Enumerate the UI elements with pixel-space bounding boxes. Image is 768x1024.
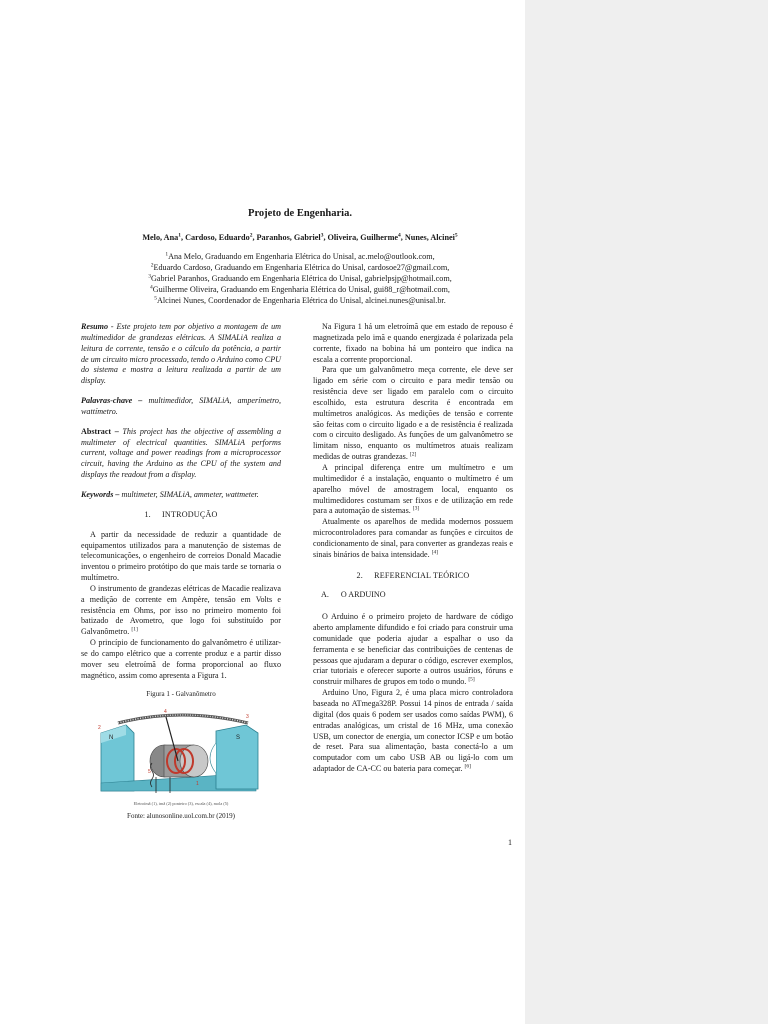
body-paragraph: A principal diferença entre um multímetro e um multimedidor é a instalação, enquanto o multímetro é um aparelho móvel de amostragem local, enquanto os multimedidores costumam ser fixos e de utilização em rede para a automação de sistemas. [3] bbox=[313, 462, 513, 516]
affiliation-line: $^4$Guilherme Oliveira, Graduando em Engenharia Elétrica do Unisal, gui88_r@hotmail.com, bbox=[150, 284, 450, 295]
svg-text:3: 3 bbox=[246, 714, 249, 721]
affiliation-line: $^5$Alcinei Nunes, Coordenador de Engenharia Elétrica do Unisal, alcinei.nunes@unisal.br. bbox=[154, 295, 446, 306]
body-paragraph: Arduino Uno, Figura 2, é uma placa micro controladora baseada no ATmega328P. Possui 14 pinos de entrada / saída digital (dos quais 6 podem ser usados como saídas PWM), 6 entradas analógicas, um cristal de 16 MHz, uma conexão USB, um conector de energia, um conector ICSP e um botão de reset. Para sua alimentação, basta conectá-lo a um computador com um cabo USB AB ou ligá-lo com um adaptador de CA-CC ou bateria para começar. [6] bbox=[313, 688, 513, 774]
figure-source: Fonte: alunosonline.uol.com.br (2019) bbox=[127, 812, 235, 821]
left-column bbox=[81, 322, 281, 822]
affiliation-line: $^2$Eduardo Cardoso, Graduando em Engenharia Elétrica do Unisal, cardosoe27@gmail.com, bbox=[150, 262, 450, 273]
body-paragraph: A partir da necessidade de reduzir a quantidade de equipamentos utilizados para a manutenção de sistemas de telecomunicações, o engenheiro de correios Donald Macadie inventou o primeiro protótipo do que mais tarde se tornaria o multímetro. bbox=[81, 529, 281, 583]
keywords-paragraph: Keywords – multimeter, SIMALiA, ammeter, wattmeter. bbox=[81, 489, 259, 499]
body-paragraph: Na Figura 1 há um eletroímã que em estado de repouso é magnetizada pelo imã e quando energizada é polarizada pela corrente, fixado na bobina há um ponteiro que indica na escala a corrente proporcional. bbox=[313, 322, 513, 364]
body-paragraph: Atualmente os aparelhos de medida modernos possuem microcontroladores para comandar as funções e circuitos de condicionamento de sinal, para converter as grandezas reais e sinais binários de baixa intensidade. [4] bbox=[313, 517, 513, 559]
right-column bbox=[313, 322, 513, 775]
svg-text:N: N bbox=[109, 735, 114, 742]
affiliation-list bbox=[0, 251, 600, 306]
body-paragraph: O Arduino é o primeiro projeto de hardware de código aberto amplamente difundido e foi criado para construir uma comunidade que poderia ajudar a espalhar o uso da ferramenta e se beneficiar das contribuições de centenas de pessoas que ajudaram a depurar o código, escrever exemplos, criar tutoriais e oferecer suporte a outros usuários, fóruns e construir milhares de grupos em todo o mundo. [5] bbox=[313, 612, 513, 687]
body-paragraph: O princípio de funcionamento do galvanômetro é utilizar-se do campo elétrico que a corrente produz e a partir disso mover seu eletroímã de forma proporcional ao fluxo magnético, assim como apresenta a Figura 1. bbox=[81, 638, 281, 680]
section-heading-introducao: 1. INTRODUÇÃO bbox=[144, 509, 218, 519]
galvanometer-illustration bbox=[96, 703, 266, 798]
figure-legend: Eletroímã (1), imã (2) ponteiro (3), escala (4), mola (5) bbox=[133, 801, 229, 807]
resumo-paragraph: Resumo - Este projeto tem por objetivo a montagem de um multimedidor de grandezas elétricas. A SIMALiA realiza a leitura de corrente, tensão e o cálculo da potência, a partir de um circuito micro processado, tendo o Arduino como CPU do sistema e mostra a leitura realizada a partir de um display. bbox=[81, 322, 281, 386]
page-number: 1 bbox=[508, 838, 512, 847]
affiliation-line: $^3$Gabriel Paranhos, Graduando em Engenharia Elétrica do Unisal, gabrielpsjp@hotmail.com, bbox=[148, 273, 452, 284]
svg-text:2: 2 bbox=[98, 725, 101, 732]
abstract-paragraph: Abstract – This project has the objective of assembling a multimeter of electrical quantities. SIMALiA performs current, voltage and power readings from a microprocessor circuit, having the Arduino as the CPU of the system and displays the readout from a display. bbox=[81, 426, 281, 480]
svg-text:S: S bbox=[236, 735, 241, 742]
figure-caption: Figura 1 - Galvanômetro bbox=[146, 690, 216, 699]
author-list: Melo, Ana$^1$, Cardoso, Eduardo$^2$, Paranhos, Gabriel$^3$, Oliveira, Guilherme$^4$, Nunes, Alcinei$^5$ bbox=[142, 232, 458, 242]
svg-text:1: 1 bbox=[196, 781, 199, 788]
subsection-heading-arduino: A. O ARDUINO bbox=[321, 590, 386, 600]
body-paragraph: O instrumento de grandezas elétricas de Macadie realizava a medição de corrente em Ampère, tensão em Volts e resistência em Ohms, por isso no primeiro momento foi batizado de Avometro, que logo foi substituído por Galvanômetro. [1] bbox=[81, 583, 281, 637]
galvanometer-figure bbox=[96, 703, 266, 798]
svg-text:4: 4 bbox=[164, 709, 167, 716]
affiliation-line: $^1$Ana Melo, Graduando em Engenharia Elétrica do Unisal, ac.melo@outlook.com, bbox=[165, 251, 435, 261]
palavras-chave-paragraph: Palavras-chave – multimedidor, SIMALiA, amperímetro, wattímetro. bbox=[81, 396, 281, 416]
section-heading-referencial: 2. REFERENCIAL TEÓRICO bbox=[356, 570, 470, 580]
svg-text:5: 5 bbox=[148, 769, 151, 776]
paper-title: Projeto de Engenharia. bbox=[248, 208, 352, 219]
body-paragraph: Para que um galvanômetro meça corrente, ele deve ser ligado em série com o circuito e para medir tensão ou resistência deve ser ligado em paralelo com o circuito escolhido, esta estrutura descrita é encontrada em multímetros analógicos. As medições de tensão e corrente são feitas com o circuito ligado e a de resistência é realizada com o circuito desligado. As funções de um galvanômetro se limitam nisso, enquanto os multímetros atuais realizam medidas de outras grandezas. [2] bbox=[313, 365, 513, 462]
comments-margin-pane bbox=[525, 0, 768, 1024]
